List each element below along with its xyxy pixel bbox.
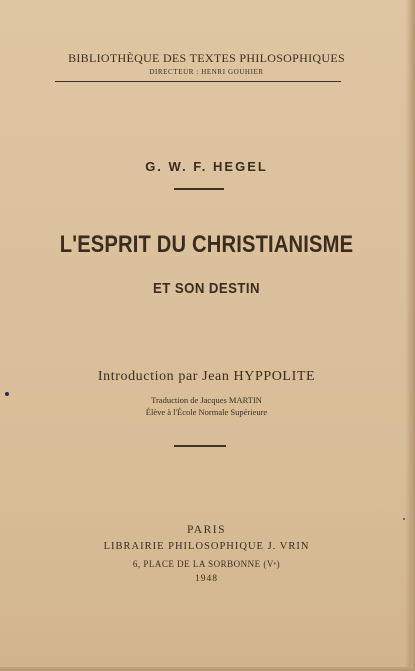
book-title: L'ESPRIT DU CHRISTIANISME (59, 231, 354, 258)
translator-line: Traduction de Jacques MARTIN (151, 395, 262, 405)
book-subtitle: ET SON DESTIN (153, 280, 260, 297)
ink-speck (403, 518, 405, 520)
ink-spot (5, 392, 9, 396)
publisher-name: LIBRAIRIE PHILOSOPHIQUE J. VRIN (103, 541, 310, 552)
publisher-address: 6, PLACE DE LA SORBONNE (Vᵉ) (132, 559, 281, 569)
series-title: BIBLIOTHÈQUE DES TEXTES PHILOSOPHIQUES (68, 51, 345, 65)
series-director: DIRECTEUR : HENRI GOUHIER (149, 68, 264, 76)
middle-divider (174, 445, 226, 447)
introduction-credit: Introduction par Jean HYPPOLITE (97, 369, 316, 384)
author-name: G. W. F. HEGEL (145, 159, 268, 174)
author-divider (174, 188, 224, 190)
translator-affiliation: Élève à l'École Normale Supérieure (145, 407, 268, 417)
header-divider (55, 81, 341, 82)
publication-year: 1948 (195, 574, 218, 584)
translation-credit (0, 394, 413, 418)
publisher-city: PARIS (186, 524, 227, 536)
